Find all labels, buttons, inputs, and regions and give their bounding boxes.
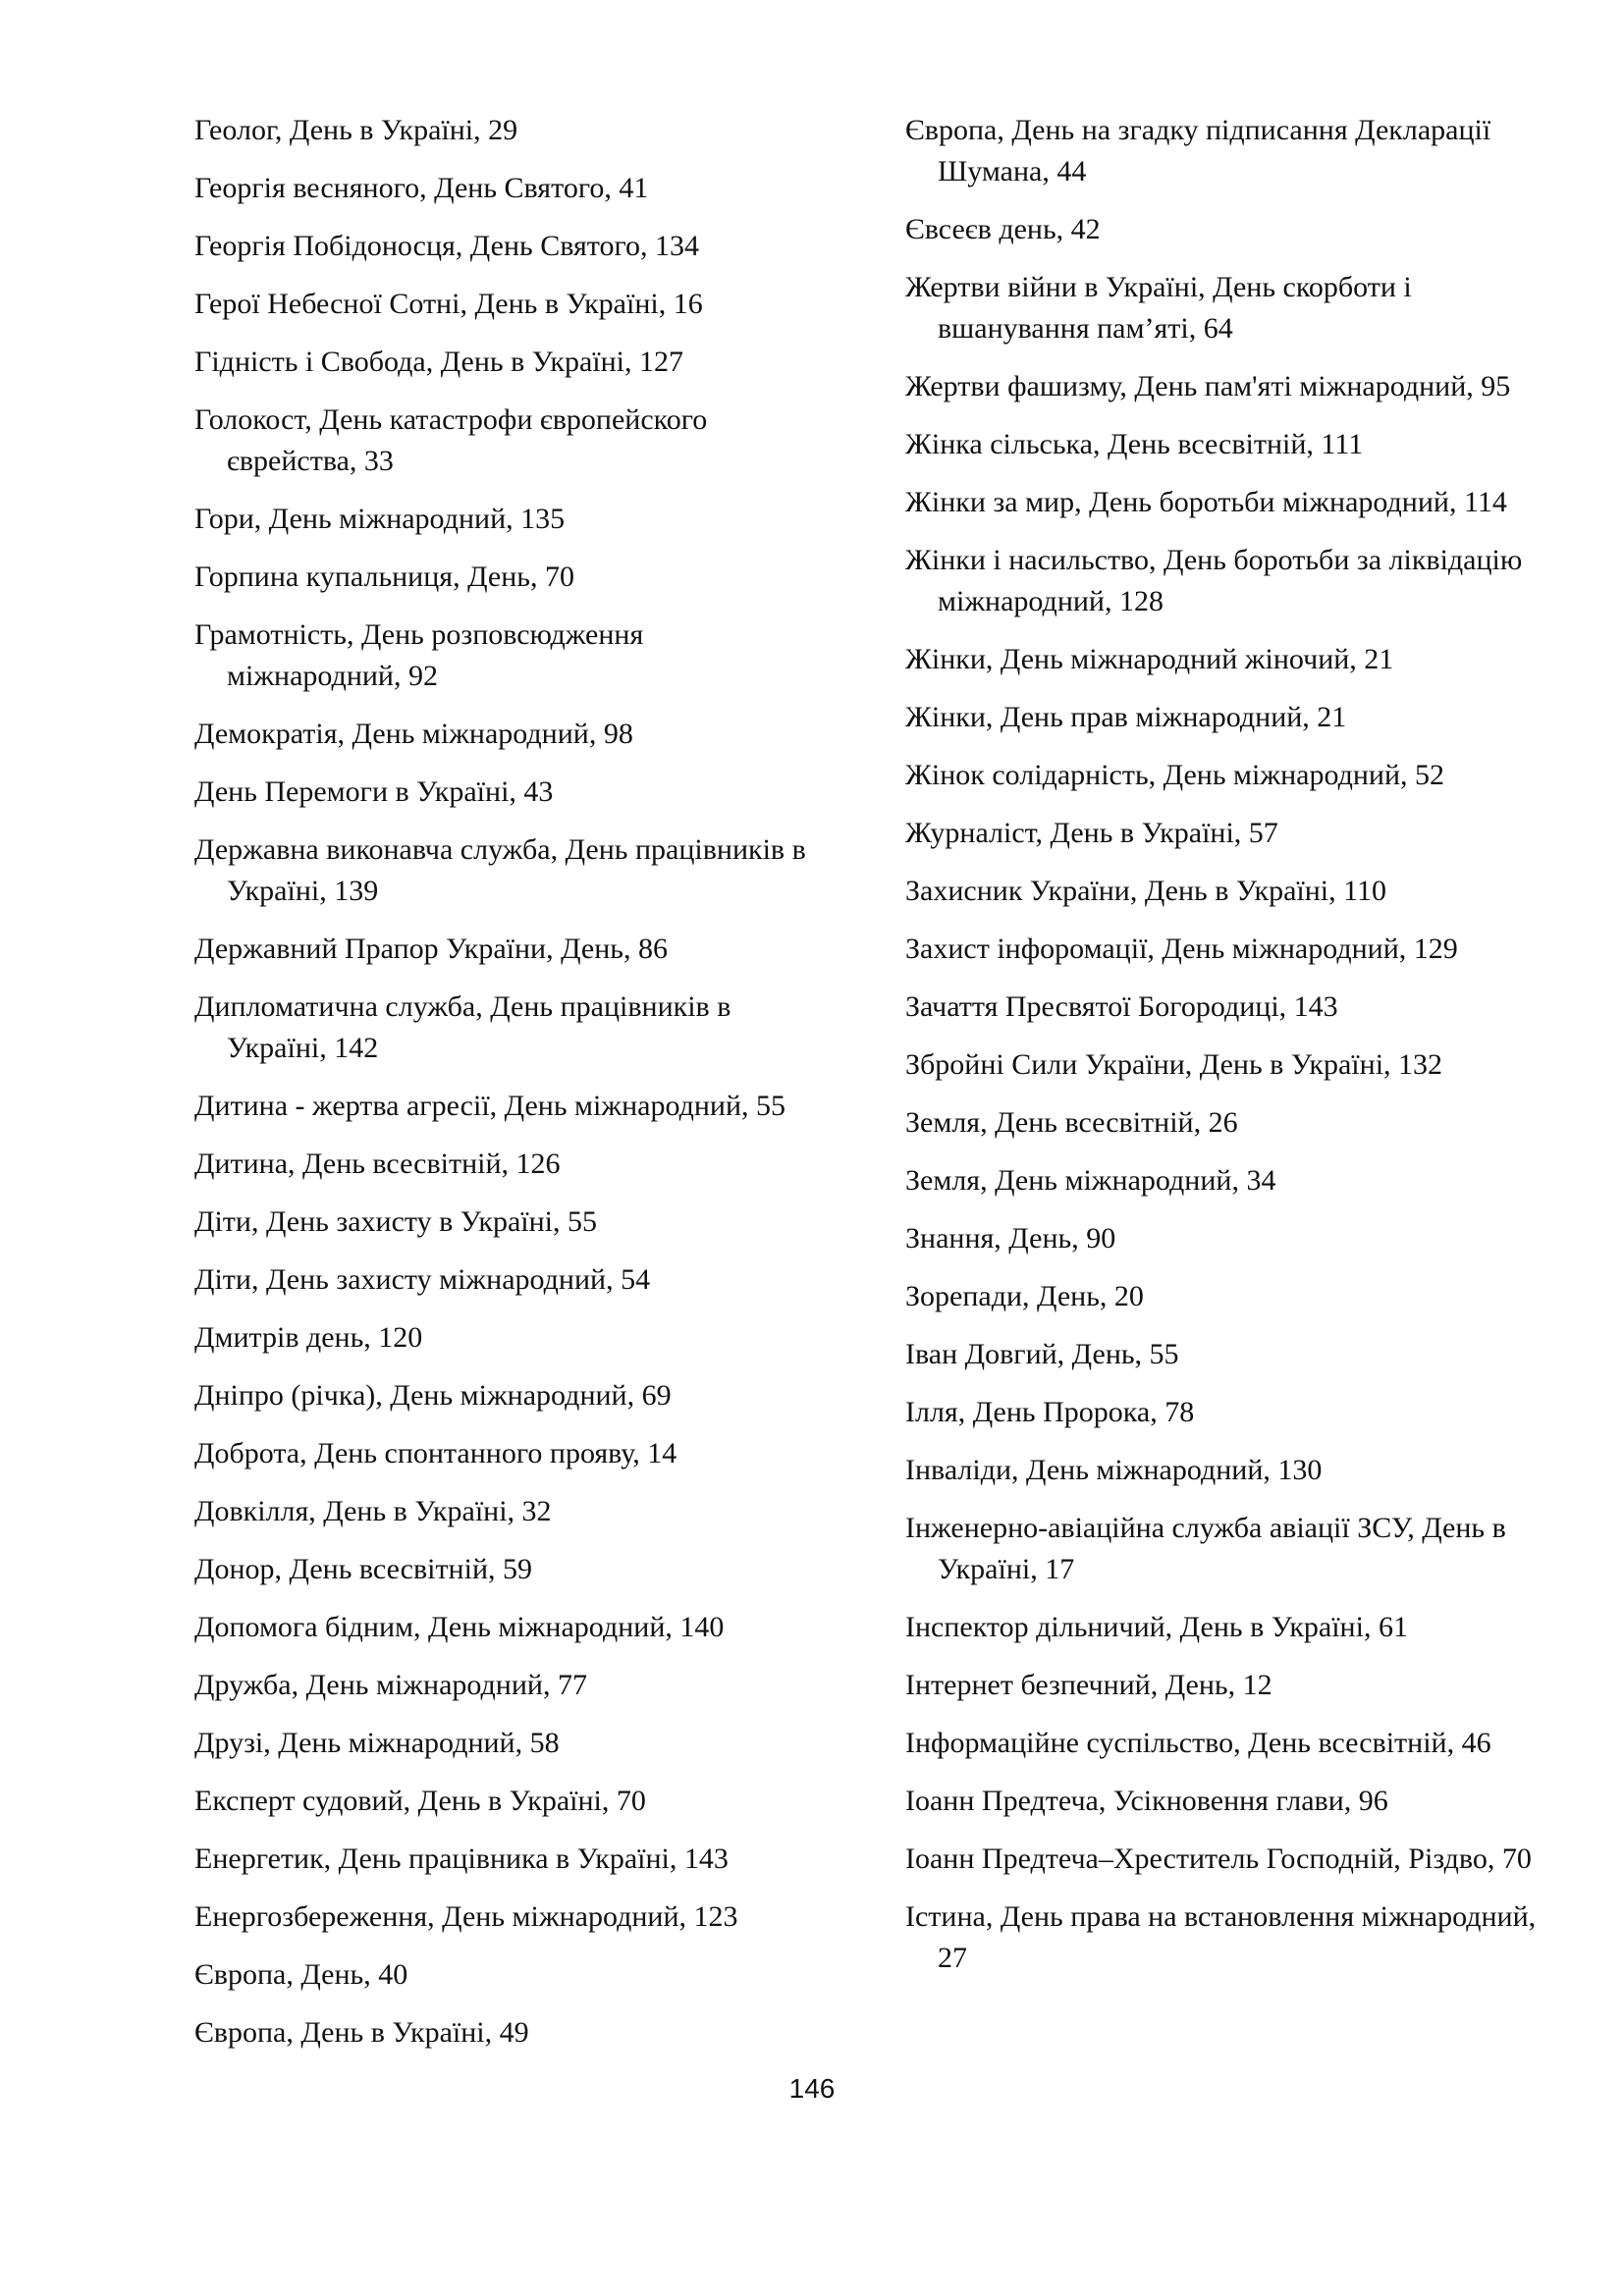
index-entry: Журналіст, День в Україні, 57 (905, 817, 1278, 849)
index-entry: Жертви фашизму, День пам'яті міжнародний, 95 (905, 370, 1511, 402)
index-entry: Дружба, День міжнародний, 77 (194, 1669, 587, 1701)
index-entry: Іван Довгий, День, 55 (905, 1338, 1179, 1370)
page-number: 146 (788, 2073, 836, 2104)
index-entry: Європа, День в Україні, 49 (194, 2016, 529, 2049)
index-entry: Інформаційне суспільство, День всесвітній, 46 (905, 1727, 1491, 1759)
index-entry: Жінки, День міжнародний жіночий, 21 (905, 643, 1394, 675)
index-entry: Захисник України, День в Україні, 110 (905, 875, 1386, 907)
index-entry: Георгія Побідоносця, День Святого, 134 (194, 230, 700, 262)
index-entry: Зорепади, День, 20 (905, 1280, 1144, 1312)
index-entry: Експерт судовий, День в Україні, 70 (194, 1785, 646, 1817)
index-entry: Дніпро (річка), День міжнародний, 69 (194, 1379, 672, 1412)
index-entry: Державна виконавча служба, День працівників в Україні, 139 (194, 833, 806, 907)
index-entry: Енергозбереження, День міжнародний, 123 (194, 1900, 738, 1933)
index-entry: Діти, День захисту в Україні, 55 (194, 1205, 597, 1238)
index-entry: Дитина, День всесвітній, 126 (194, 1148, 561, 1180)
index-entry: Істина, День права на встановлення міжнародний, 27 (905, 1900, 1537, 1974)
index-entry: Жінок солідарність, День міжнародний, 52 (905, 759, 1445, 791)
index-entry: Грамотність, День розповсюдження міжнародний, 92 (194, 618, 644, 692)
index-entry: Жінки за мир, День боротьби міжнародний, 114 (905, 486, 1507, 518)
index-entry: Георгія весняного, День Святого, 41 (194, 172, 649, 204)
index-entry: Іоанн Предтеча, Усікновення глави, 96 (905, 1785, 1388, 1817)
index-entry: Зачаття Пресвятої Богородиці, 143 (905, 990, 1338, 1023)
index-entry: Євсеєв день, 42 (905, 213, 1101, 245)
index-entry: Інтернет безпечний, День, 12 (905, 1669, 1272, 1701)
index-entry: Дипломатична служба, День працівників в Україні, 142 (194, 990, 731, 1064)
index-entry: Земля, День міжнародний, 34 (905, 1164, 1276, 1197)
index-entry: Гори, День міжнародний, 135 (194, 503, 566, 535)
index-entry: Інваліди, День міжнародний, 130 (905, 1454, 1323, 1486)
index-entry: Допомога бідним, День міжнародний, 140 (194, 1611, 725, 1643)
index-entry: Дитина - жертва агресії, День міжнародний, 55 (194, 1090, 786, 1122)
index-entry: Ілля, День Пророка, 78 (905, 1396, 1195, 1428)
index-entry: Жінки, День прав міжнародний, 21 (905, 701, 1347, 733)
index-entry: Іоанн Предтеча–Хреститель Господній, Різдво, 70 (905, 1842, 1532, 1875)
index-entry: Діти, День захисту міжнародний, 54 (194, 1263, 651, 1296)
index-entry: Доброта, День спонтанного прояву, 14 (194, 1437, 677, 1469)
index-entry: Донор, День всесвітній, 59 (194, 1553, 533, 1585)
index-entry: Європа, День на згадку підписання Декларації Шумана, 44 (905, 114, 1491, 187)
index-entry: Земля, День всесвітній, 26 (905, 1106, 1238, 1139)
index-entry: Інспектор дільничий, День в Україні, 61 (905, 1611, 1408, 1643)
index-entry: Довкілля, День в Україні, 32 (194, 1495, 552, 1527)
index-entry: Знання, День, 90 (905, 1222, 1116, 1255)
index-entry: Жертви війни в Україні, День скорботи і вшанування пам’яті, 64 (905, 271, 1412, 345)
index-entry: Герої Небесної Сотні, День в Україні, 16 (194, 288, 703, 320)
index-entry: Друзі, День міжнародний, 58 (194, 1727, 560, 1759)
index-entry: Енергетик, День працівника в Україні, 143 (194, 1842, 729, 1875)
index-entry: Горпина купальниця, День, 70 (194, 561, 574, 593)
index-entry: Жінки і насильство, День боротьби за ліквідацію міжнародний, 128 (905, 544, 1523, 617)
index-entry: Демократія, День міжнародний, 98 (194, 718, 633, 750)
index-entry: Захист інфоромації, День міжнародний, 129 (905, 933, 1458, 965)
index-entry: Державний Прапор України, День, 86 (194, 933, 668, 965)
index-column-right (905, 110, 1543, 1996)
index-entry: Гідність і Свобода, День в Україні, 127 (194, 346, 683, 378)
index-entry: Дмитрів день, 120 (194, 1321, 423, 1354)
index-entry: Геолог, День в Україні, 29 (194, 114, 518, 146)
index-entry: Жінка сільська, День всесвітній, 111 (905, 428, 1364, 460)
index-entry: Збройні Сили України, День в Україні, 132 (905, 1048, 1443, 1081)
index-entry: Голокост, День катастрофи європейского єврейства, 33 (194, 403, 708, 477)
index-entry: Інженерно-авіаційна служба авіації ЗСУ, День в Україні, 17 (905, 1512, 1506, 1585)
index-column-left (194, 110, 823, 2070)
index-entry: Європа, День, 40 (194, 1958, 408, 1991)
index-entry: День Перемоги в Україні, 43 (194, 775, 554, 808)
